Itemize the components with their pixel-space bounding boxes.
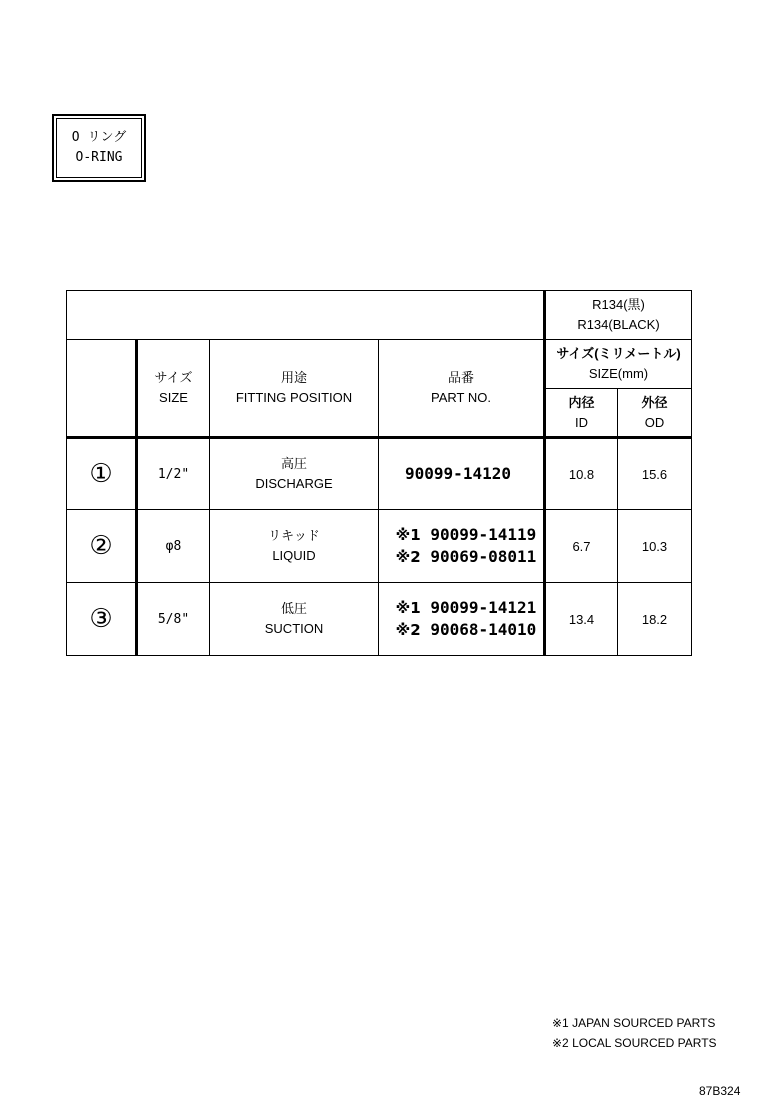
fitting-header-jp: 用途 [280, 370, 307, 385]
size-header-cell [137, 340, 210, 438]
japan-mark: ※1 [395, 526, 421, 544]
part-number-2: 90068-14010 [430, 620, 537, 639]
part-number-2: 90069-08011 [430, 547, 537, 566]
refrigerant-cell [545, 291, 692, 340]
row-index: ③ [67, 583, 137, 656]
od-header-cell [618, 389, 692, 438]
row-part-numbers [379, 510, 545, 583]
table-row [67, 438, 692, 510]
footnote-local: ※2 LOCAL SOURCED PARTS [552, 1036, 717, 1050]
local-mark: ※2 [395, 621, 421, 639]
part-line-2 [389, 546, 543, 568]
part-header-en: PART NO. [431, 390, 491, 405]
size-mm-header-jp: サイズ(ミリメートル) [556, 346, 681, 361]
row-id: 13.4 [545, 583, 618, 656]
size-header-en: SIZE [159, 390, 188, 405]
part-number-1: 90099-14119 [430, 525, 537, 544]
footnote-japan: ※1 JAPAN SOURCED PARTS [552, 1016, 716, 1030]
part-line-2 [389, 619, 543, 641]
local-mark: ※2 [395, 548, 421, 566]
title-jp: O リング [71, 130, 127, 145]
position-jp: リキッド [268, 528, 320, 543]
title-en: O-RING [75, 150, 123, 165]
size-mm-header-cell [545, 340, 692, 389]
position-jp: 低圧 [280, 601, 307, 616]
spec-table [66, 290, 692, 656]
row-od: 15.6 [618, 438, 692, 510]
part-header-jp: 品番 [447, 370, 474, 385]
position-jp: 高圧 [280, 456, 307, 471]
refrigerant-en: R134(BLACK) [577, 317, 660, 332]
refrigerant-jp: R134(黒) [592, 297, 645, 312]
japan-mark: ※1 [395, 599, 421, 617]
part-line-1 [389, 597, 543, 619]
part-header-cell [379, 340, 545, 438]
row-part-number: 90099-14120 [379, 438, 545, 510]
id-header-en: ID [575, 414, 588, 430]
header-row-1 [67, 340, 692, 389]
row-index: ② [67, 510, 137, 583]
position-en: LIQUID [272, 548, 316, 563]
size-mm-header-en: SIZE(mm) [588, 366, 649, 381]
row-id: 6.7 [545, 510, 618, 583]
fitting-header-en: FITTING POSITION [235, 390, 353, 405]
id-header-jp: 内径 [568, 394, 595, 410]
row-od: 18.2 [618, 583, 692, 656]
row-id: 10.8 [545, 438, 618, 510]
title-inner [56, 118, 142, 178]
title-box [52, 114, 146, 182]
row-position [210, 510, 379, 583]
position-en: DISCHARGE [255, 476, 333, 491]
row-size: φ8 [137, 510, 210, 583]
size-header-jp: サイズ [154, 370, 193, 385]
row-index: ① [67, 438, 137, 510]
od-header-jp: 外径 [641, 394, 668, 410]
row-part-numbers [379, 583, 545, 656]
od-header-en: OD [644, 414, 665, 430]
row-size: 1/2" [137, 438, 210, 510]
id-header-cell [545, 389, 618, 438]
part-number-1: 90099-14121 [430, 598, 537, 617]
row-size: 5/8" [137, 583, 210, 656]
position-en: SUCTION [264, 621, 324, 636]
fitting-header-cell [210, 340, 379, 438]
header-row-refrigerant [67, 291, 692, 340]
row-position [210, 438, 379, 510]
footnotes [552, 1013, 717, 1053]
row-position [210, 583, 379, 656]
figure-code: 87B324 [699, 1084, 741, 1098]
row-od: 10.3 [618, 510, 692, 583]
part-line-1 [389, 524, 543, 546]
table-row [67, 583, 692, 656]
index-header-cell [67, 340, 137, 438]
blank-header-cell [67, 291, 545, 340]
table-row [67, 510, 692, 583]
